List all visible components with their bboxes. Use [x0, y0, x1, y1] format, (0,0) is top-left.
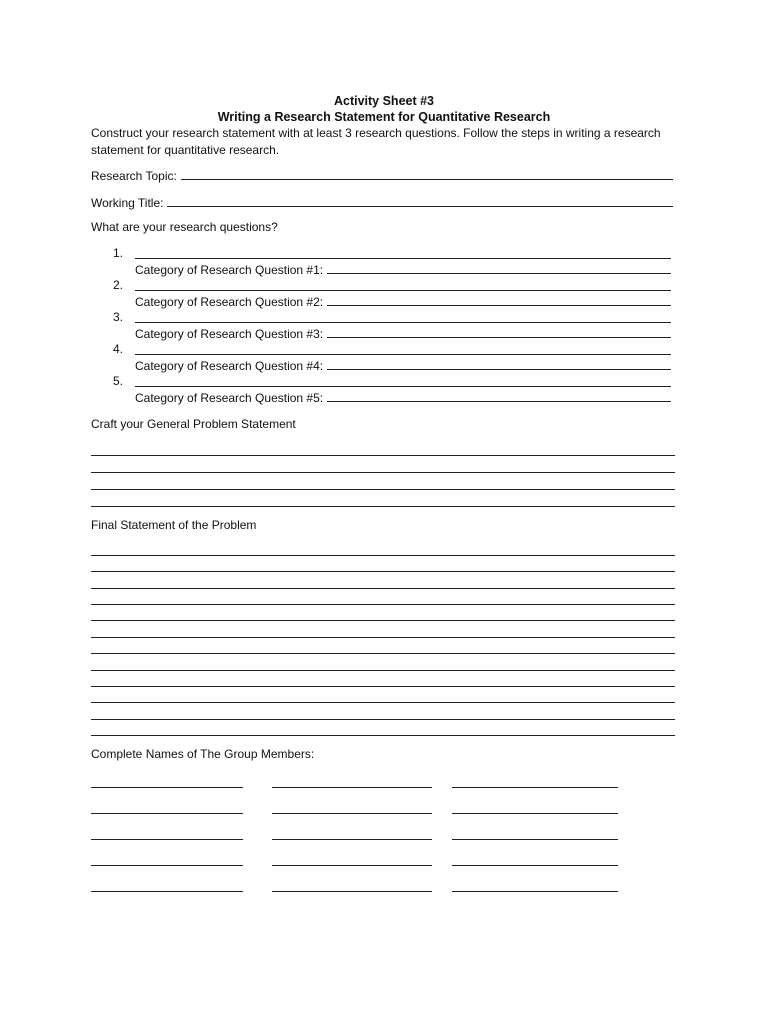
research-topic-field[interactable]: [91, 167, 673, 183]
general-problem-line[interactable]: [91, 472, 675, 473]
page-title: Activity Sheet #3: [333, 94, 435, 108]
question-3-category-field[interactable]: [135, 325, 671, 341]
working-title-label: Working Title:: [91, 196, 164, 210]
final-problem-line[interactable]: [91, 702, 675, 703]
page-subtitle: Writing a Research Statement for Quantitative Research: [217, 110, 551, 124]
general-problem-heading: Craft your General Problem Statement: [91, 417, 296, 431]
final-problem-line[interactable]: [91, 604, 675, 605]
research-questions-heading: What are your research questions?: [91, 220, 278, 234]
question-1-line[interactable]: [135, 258, 671, 259]
final-problem-heading: Final Statement of the Problem: [91, 518, 257, 532]
member-name-line[interactable]: [272, 787, 432, 788]
question-2-category-line[interactable]: [327, 304, 671, 306]
member-name-line[interactable]: [91, 787, 243, 788]
question-5-number: 5.: [113, 374, 124, 388]
question-5-category-label: Category of Research Question #5:: [135, 391, 324, 405]
question-5-line[interactable]: [135, 386, 671, 387]
question-3-line[interactable]: [135, 322, 671, 323]
research-topic-label: Research Topic:: [91, 169, 177, 183]
question-1-number: 1.: [113, 246, 124, 260]
general-problem-line[interactable]: [91, 506, 675, 507]
member-name-line[interactable]: [452, 839, 618, 840]
final-problem-line[interactable]: [91, 653, 675, 654]
member-name-line[interactable]: [91, 813, 243, 814]
question-1-category-line[interactable]: [327, 272, 671, 274]
question-3-number: 3.: [113, 310, 124, 324]
question-4-line[interactable]: [135, 354, 671, 355]
member-name-line[interactable]: [272, 865, 432, 866]
member-name-line[interactable]: [272, 891, 432, 892]
member-name-line[interactable]: [452, 865, 618, 866]
final-problem-line[interactable]: [91, 571, 675, 572]
member-name-line[interactable]: [91, 865, 243, 866]
final-problem-line[interactable]: [91, 637, 675, 638]
final-problem-line[interactable]: [91, 670, 675, 671]
question-4-category-field[interactable]: [135, 357, 671, 373]
final-problem-line[interactable]: [91, 588, 675, 589]
member-name-line[interactable]: [272, 839, 432, 840]
question-3-category-line[interactable]: [327, 336, 671, 338]
final-problem-line[interactable]: [91, 555, 675, 556]
question-3-category-label: Category of Research Question #3:: [135, 327, 324, 341]
member-name-line[interactable]: [452, 813, 618, 814]
member-name-line[interactable]: [272, 813, 432, 814]
question-5-category-field[interactable]: [135, 389, 671, 405]
question-4-category-label: Category of Research Question #4:: [135, 359, 324, 373]
member-name-line[interactable]: [452, 787, 618, 788]
final-problem-line[interactable]: [91, 735, 675, 736]
question-4-category-line[interactable]: [327, 368, 671, 370]
member-name-line[interactable]: [452, 891, 618, 892]
final-problem-line[interactable]: [91, 719, 675, 720]
instructions-text: Construct your research statement with at least 3 research questions. Follow the steps in writing a research statement for quantitative research.: [91, 126, 661, 157]
question-1-category-label: Category of Research Question #1:: [135, 263, 324, 277]
member-name-line[interactable]: [91, 891, 243, 892]
general-problem-line[interactable]: [91, 455, 675, 456]
general-problem-line[interactable]: [91, 489, 675, 490]
final-problem-line[interactable]: [91, 686, 675, 687]
final-problem-line[interactable]: [91, 620, 675, 621]
research-topic-line[interactable]: [181, 178, 673, 180]
working-title-line[interactable]: [167, 205, 673, 207]
working-title-field[interactable]: [91, 194, 673, 210]
question-2-category-field[interactable]: [135, 293, 671, 309]
question-1-category-field[interactable]: [135, 261, 671, 277]
question-2-line[interactable]: [135, 290, 671, 291]
question-2-number: 2.: [113, 278, 124, 292]
group-members-heading: Complete Names of The Group Members:: [91, 747, 315, 761]
question-5-category-line[interactable]: [327, 400, 671, 402]
question-4-number: 4.: [113, 342, 124, 356]
question-2-category-label: Category of Research Question #2:: [135, 295, 324, 309]
member-name-line[interactable]: [91, 839, 243, 840]
